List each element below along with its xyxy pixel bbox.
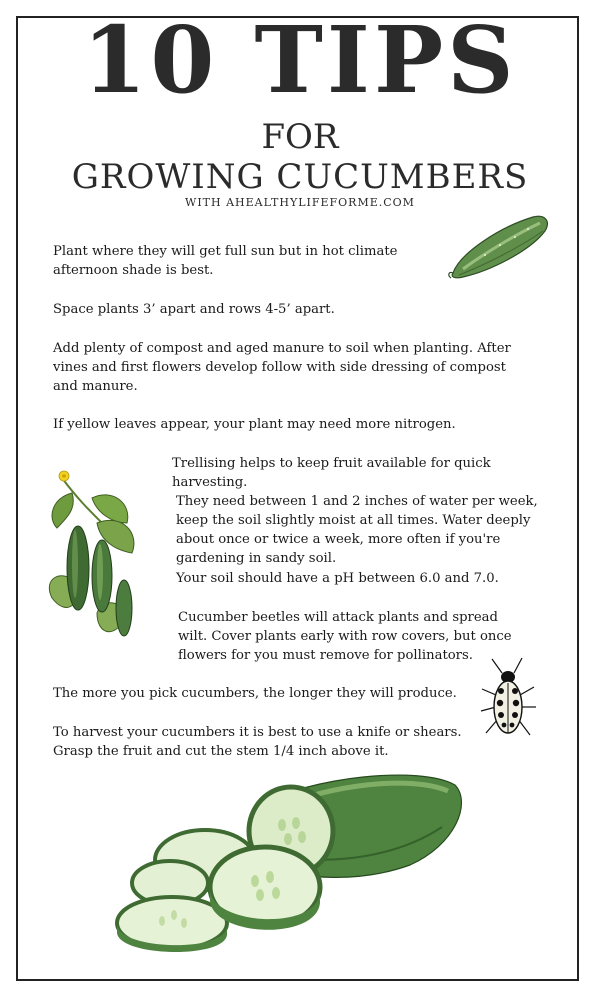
cucumber-plant-icon (42, 468, 142, 648)
tip-picking: The more you pick cucumbers, the longer they will produce. (53, 686, 457, 701)
cucumber-icon (445, 205, 555, 283)
page-subtitle: GROWING CUCUMBERS (71, 157, 529, 197)
title-for: FOR (261, 117, 339, 157)
tip-water: They need between 1 and 2 inches of water per week, keep the soil slightly moist at all times. Water deeply about once or twice a week, more often if you're gardening in sandy soil. (176, 494, 538, 566)
tip-sun: Plant where they will get full sun but in hot climate afternoon shade is best. (53, 244, 398, 278)
beetle-icon (478, 655, 540, 747)
tip-compost: Add plenty of compost and aged manure to soil when planting. After vines and first flowers develop follow with side dressing of compost and manure. (53, 341, 511, 394)
tip-ph: Your soil should have a pH between 6.0 and 7.0. (176, 571, 499, 586)
site-credit: WITH AHEALTHYLIFEFORME.COM (185, 196, 415, 209)
tip-nitrogen: If yellow leaves appear, your plant may need more nitrogen. (53, 417, 456, 432)
tip-spacing: Space plants 3’ apart and rows 4-5’ apart. (53, 302, 335, 317)
tip-trellis: Trellising helps to keep fruit available for quick harvesting. (172, 456, 491, 490)
tip-harvest: To harvest your cucumbers it is best to use a knife or shears. Grasp the fruit and cut the stem 1/4 inch above it. (53, 725, 462, 759)
page-title: 10 TIPS (82, 6, 518, 114)
sliced-cucumber-icon (110, 765, 470, 965)
tip-beetles: Cucumber beetles will attack plants and spread wilt. Cover plants early with row covers, but once flowers for you must remove for pollinators. (178, 610, 512, 663)
